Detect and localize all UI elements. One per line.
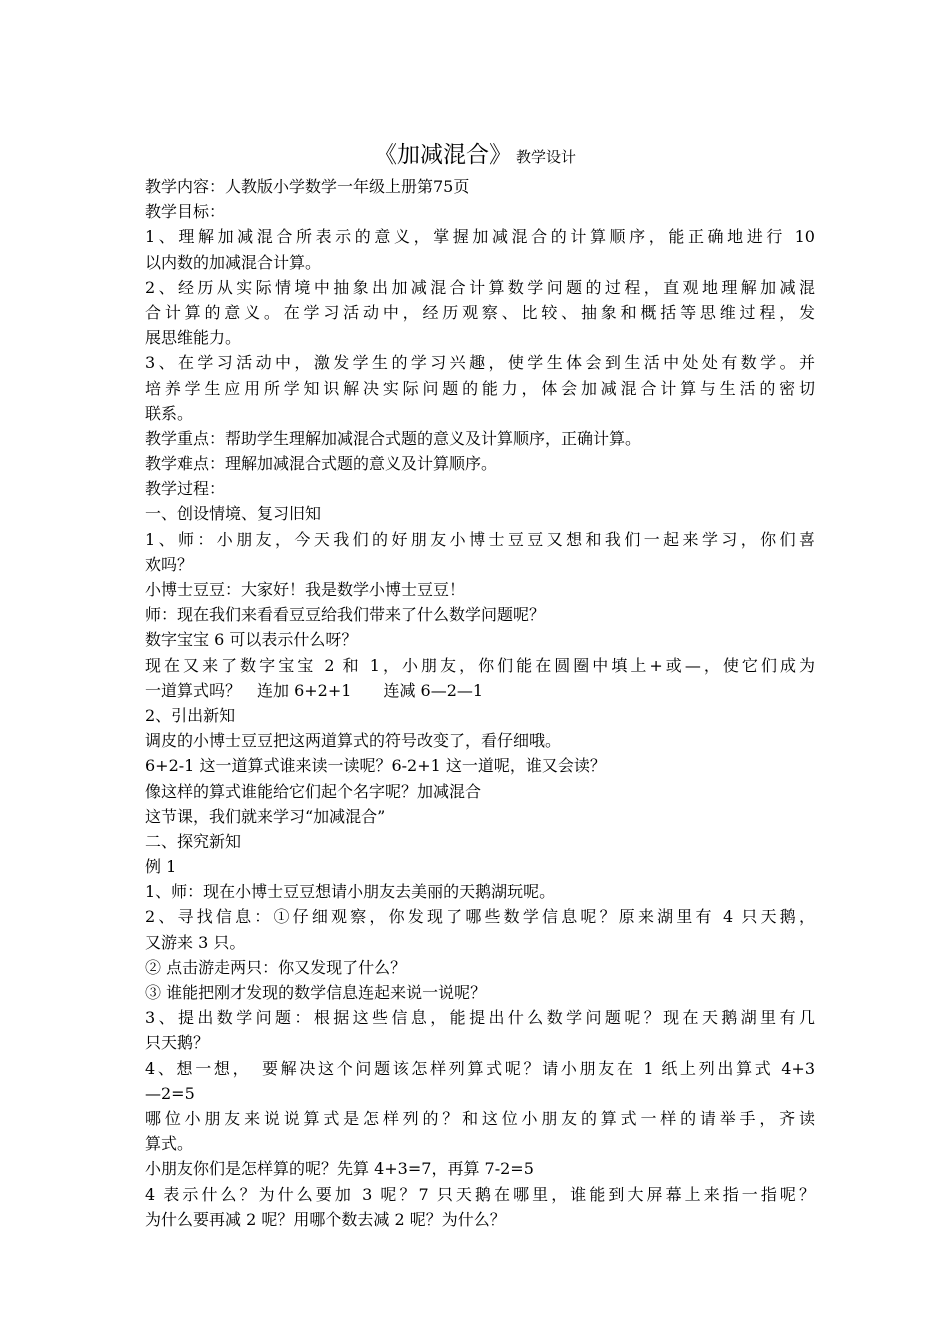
- text-line: 数字宝宝 6 可以表示什么呀？: [145, 630, 358, 650]
- text-line: 二、探究新知: [145, 831, 242, 851]
- title-sub: 教学设计: [515, 148, 576, 166]
- text-line: 2、引出新知: [145, 705, 236, 725]
- text-line: 欢吗？: [145, 554, 194, 574]
- text-line: 哪位小朋友来说说算式是怎样列的？和这位小朋友的算式一样的请举手，齐读: [145, 1108, 815, 1128]
- text-line: 3、提出数学问题：根据这些信息，能提出什么数学问题呢？现在天鹅湖里有几: [145, 1008, 815, 1028]
- text-line: 4、想一想， 要解决这个问题该怎样列算式呢？请小朋友在 1 纸上列出算式 4+3: [145, 1058, 815, 1078]
- text-line: 合计算的意义。在学习活动中，经历观察、比较、抽象和概括等思维过程，发: [145, 302, 815, 322]
- text-line: 展思维能力。: [145, 328, 242, 348]
- text-line: 联系。: [145, 403, 194, 423]
- text-line: 1、理解加减混合所表示的意义，掌握加减混合的计算顺序，能正确地进行 10: [145, 227, 815, 247]
- text-line: 教学重点：帮助学生理解加减混合式题的意义及计算顺序，正确计算。: [145, 428, 642, 448]
- text-line: 4 表示什么？为什么要加 3 呢？7 只天鹅在哪里，谁能到大屏幕上来指一指呢？: [145, 1184, 815, 1204]
- title-main: 《加减混合》: [373, 142, 512, 168]
- text-line: 这节课，我们就来学习“加减混合”: [145, 806, 386, 826]
- text-line: 一道算式吗？ 连加 6+2+1 连减 6—2—1: [145, 680, 484, 700]
- text-line: 又游来 3 只。: [145, 932, 246, 952]
- text-line: 2、寻找信息：①仔细观察，你发现了哪些数学信息呢？原来湖里有 4 只天鹅，: [145, 907, 815, 927]
- text-line: 教学内容：人教版小学数学一年级上册第75页: [145, 177, 470, 196]
- text-line: 师：现在我们来看看豆豆给我们带来了什么数学问题呢？: [145, 605, 546, 625]
- text-line: 教学难点：理解加减混合式题的意义及计算顺序。: [145, 454, 498, 474]
- document-body: [145, 174, 815, 1232]
- text-line: 培养学生应用所学知识解决实际问题的能力，体会加减混合计算与生活的密切: [145, 378, 815, 398]
- text-line: 一、创设情境、复习旧知: [145, 504, 322, 524]
- text-line: 例 1: [145, 857, 177, 877]
- text-line: ③ 谁能把刚才发现的数学信息连起来说一说呢？: [145, 983, 487, 1002]
- text-line: ② 点击游走两只：你又发现了什么？: [145, 957, 407, 977]
- text-line: 6+2-1 这一道算式谁来读一读呢？6-2+1 这一道呢，谁又会读？: [145, 756, 606, 776]
- text-line: 2、经历从实际情境中抽象出加减混合计算数学问题的过程，直观地理解加减混: [145, 277, 815, 297]
- text-line: 为什么要再减 2 呢？用哪个数去减 2 呢？为什么？: [145, 1209, 506, 1229]
- text-line: —2=5: [145, 1083, 195, 1103]
- text-line: 3、在学习活动中，激发学生的学习兴趣，使学生体会到生活中处处有数学。并: [145, 353, 815, 373]
- text-line: 调皮的小博士豆豆把这两道算式的符号改变了，看仔细哦。: [145, 731, 562, 751]
- text-line: 教学目标：: [145, 202, 226, 222]
- document-title: [0, 136, 950, 169]
- text-line: 1、师：小朋友，今天我们的好朋友小博士豆豆又想和我们一起来学习，你们喜: [145, 529, 815, 549]
- text-line: 小博士豆豆：大家好！我是数学小博士豆豆！: [145, 580, 466, 599]
- text-line: 1、师：现在小博士豆豆想请小朋友去美丽的天鹅湖玩呢。: [145, 882, 556, 902]
- text-line: 以内数的加减混合计算。: [145, 252, 322, 272]
- text-line: 像这样的算式谁能给它们起个名字呢？加减混合: [145, 781, 482, 801]
- text-line: 小朋友你们是怎样算的呢？先算 4+3=7，再算 7-2=5: [145, 1159, 534, 1179]
- text-line: 教学过程：: [145, 479, 226, 499]
- text-line: 只天鹅？: [145, 1033, 210, 1053]
- text-line: 算式。: [145, 1134, 194, 1154]
- text-line: 现在又来了数字宝宝 2 和 1，小朋友，你们能在圆圈中填上+或—，使它们成为: [145, 655, 815, 675]
